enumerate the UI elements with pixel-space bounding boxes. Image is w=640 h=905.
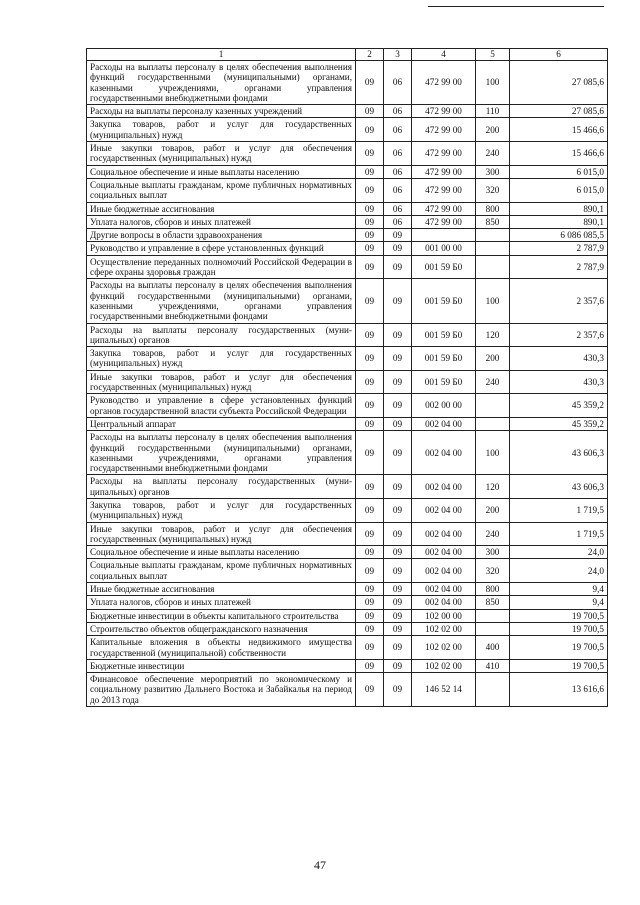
cell-name: Закупка товаров, работ и услуг для государственных (муниципальных) нужд xyxy=(87,118,356,142)
cell-vr: 120 xyxy=(476,323,510,347)
cell-sum: 6 086 085,5 xyxy=(510,229,608,242)
cell-rz: 09 xyxy=(356,142,384,166)
cell-vr xyxy=(476,622,510,635)
cell-sum: 45 359,2 xyxy=(510,417,608,430)
cell-sum: 43 606,3 xyxy=(510,475,608,499)
cell-vr xyxy=(476,229,510,242)
table-row xyxy=(87,229,608,242)
cell-name: Руководство и управление в сфере установленных функций органов государственной власти субъекта Российской Федерации xyxy=(87,394,356,418)
cell-prz: 06 xyxy=(384,61,412,105)
cell-csr: 001 59 Б0 xyxy=(412,323,476,347)
table-row xyxy=(87,583,608,596)
cell-sum: 6 015,0 xyxy=(510,165,608,178)
cell-sum: 27 085,6 xyxy=(510,105,608,118)
cell-rz: 09 xyxy=(356,255,384,279)
cell-vr: 800 xyxy=(476,202,510,215)
cell-rz: 09 xyxy=(356,583,384,596)
table-row xyxy=(87,370,608,394)
cell-rz: 09 xyxy=(356,178,384,202)
table-row xyxy=(87,559,608,583)
cell-vr: 410 xyxy=(476,659,510,672)
cell-vr: 300 xyxy=(476,546,510,559)
cell-csr: 102 02 00 xyxy=(412,636,476,660)
cell-vr: 200 xyxy=(476,118,510,142)
table-row xyxy=(87,475,608,499)
cell-name: Строительство объектов общегражданского назначения xyxy=(87,622,356,635)
cell-sum: 2 357,6 xyxy=(510,279,608,323)
cell-sum: 9,4 xyxy=(510,596,608,609)
cell-sum: 6 015,0 xyxy=(510,178,608,202)
cell-csr: 002 04 00 xyxy=(412,522,476,546)
cell-vr: 240 xyxy=(476,522,510,546)
cell-name: Расходы на выплаты персоналу в целях обеспечения выполнения функций государственными (муниципальными) органами, казенными учреждениями, органами управления государственными внебюджетными фондами xyxy=(87,431,356,475)
cell-prz: 09 xyxy=(384,522,412,546)
table-row xyxy=(87,622,608,635)
cell-name: Иные закупки товаров, работ и услуг для обеспечения государственных (муниципальных) нужд xyxy=(87,522,356,546)
cell-vr: 320 xyxy=(476,178,510,202)
cell-rz: 09 xyxy=(356,673,384,707)
header-col-3: 3 xyxy=(384,49,412,61)
budget-table xyxy=(86,48,608,707)
cell-prz: 09 xyxy=(384,673,412,707)
cell-name: Бюджетные инвестиции в объекты капитального строительства xyxy=(87,609,356,622)
top-rule xyxy=(428,6,604,7)
cell-prz: 09 xyxy=(384,229,412,242)
table-row xyxy=(87,659,608,672)
cell-name: Иные бюджетные ассигнования xyxy=(87,202,356,215)
cell-name: Уплата налогов, сборов и иных платежей xyxy=(87,596,356,609)
cell-prz: 06 xyxy=(384,142,412,166)
cell-prz: 09 xyxy=(384,347,412,371)
cell-csr: 002 04 00 xyxy=(412,559,476,583)
cell-sum: 1 719,5 xyxy=(510,498,608,522)
cell-csr xyxy=(412,229,476,242)
cell-vr xyxy=(476,242,510,255)
cell-name: Закупка товаров, работ и услуг для государственных (муниципальных) нужд xyxy=(87,347,356,371)
cell-rz: 09 xyxy=(356,61,384,105)
cell-vr: 100 xyxy=(476,431,510,475)
cell-vr xyxy=(476,255,510,279)
cell-rz: 09 xyxy=(356,417,384,430)
cell-csr: 472 99 00 xyxy=(412,118,476,142)
cell-vr: 400 xyxy=(476,636,510,660)
cell-sum: 2 787,9 xyxy=(510,242,608,255)
cell-prz: 09 xyxy=(384,583,412,596)
cell-sum: 2 787,9 xyxy=(510,255,608,279)
table-row xyxy=(87,178,608,202)
cell-rz: 09 xyxy=(356,347,384,371)
cell-prz: 06 xyxy=(384,105,412,118)
page-number: 47 xyxy=(314,858,326,872)
table-row xyxy=(87,347,608,371)
table-row xyxy=(87,242,608,255)
cell-csr: 002 04 00 xyxy=(412,596,476,609)
table-row xyxy=(87,279,608,323)
table-row xyxy=(87,673,608,707)
table-row xyxy=(87,596,608,609)
table-row xyxy=(87,498,608,522)
header-col-4: 4 xyxy=(412,49,476,61)
table-row xyxy=(87,609,608,622)
cell-sum: 9,4 xyxy=(510,583,608,596)
cell-sum: 19 700,5 xyxy=(510,609,608,622)
cell-prz: 09 xyxy=(384,242,412,255)
header-col-1: 1 xyxy=(87,49,356,61)
cell-sum: 45 359,2 xyxy=(510,394,608,418)
cell-rz: 09 xyxy=(356,242,384,255)
table-row xyxy=(87,636,608,660)
cell-prz: 09 xyxy=(384,279,412,323)
cell-rz: 09 xyxy=(356,546,384,559)
header-row xyxy=(87,49,608,61)
cell-vr: 300 xyxy=(476,165,510,178)
cell-name: Осуществление переданных полномочий Российской Федерации в сфере охраны здоровья граждан xyxy=(87,255,356,279)
cell-sum: 19 700,5 xyxy=(510,659,608,672)
table-row xyxy=(87,61,608,105)
cell-name: Иные закупки товаров, работ и услуг для обеспечения государственных (муниципальных) нужд xyxy=(87,370,356,394)
cell-prz: 09 xyxy=(384,596,412,609)
cell-name: Социальное обеспечение и иные выплаты населению xyxy=(87,546,356,559)
table-row xyxy=(87,323,608,347)
cell-prz: 09 xyxy=(384,498,412,522)
table-row xyxy=(87,394,608,418)
cell-prz: 06 xyxy=(384,165,412,178)
table-row xyxy=(87,142,608,166)
cell-name: Закупка товаров, работ и услуг для государственных (муниципальных) нужд xyxy=(87,498,356,522)
cell-vr xyxy=(476,394,510,418)
cell-vr: 200 xyxy=(476,498,510,522)
table-row xyxy=(87,165,608,178)
cell-prz: 09 xyxy=(384,255,412,279)
cell-csr: 102 02 00 xyxy=(412,659,476,672)
cell-sum: 27 085,6 xyxy=(510,61,608,105)
cell-csr: 002 04 00 xyxy=(412,498,476,522)
cell-csr: 002 00 00 xyxy=(412,394,476,418)
cell-rz: 09 xyxy=(356,215,384,228)
cell-prz: 06 xyxy=(384,118,412,142)
table-row xyxy=(87,215,608,228)
cell-rz: 09 xyxy=(356,118,384,142)
cell-name: Социальные выплаты гражданам, кроме публичных нормативных социальных выплат xyxy=(87,559,356,583)
cell-vr: 850 xyxy=(476,215,510,228)
cell-vr: 800 xyxy=(476,583,510,596)
cell-csr: 472 99 00 xyxy=(412,142,476,166)
cell-rz: 09 xyxy=(356,370,384,394)
cell-sum: 430,3 xyxy=(510,370,608,394)
cell-prz: 09 xyxy=(384,475,412,499)
table-row xyxy=(87,255,608,279)
cell-name: Расходы на выплаты персоналу государственных (муниципальных) органов xyxy=(87,475,356,499)
cell-rz: 09 xyxy=(356,165,384,178)
cell-csr: 002 04 00 xyxy=(412,583,476,596)
cell-sum: 43 606,3 xyxy=(510,431,608,475)
cell-csr: 472 99 00 xyxy=(412,202,476,215)
cell-csr: 472 99 00 xyxy=(412,165,476,178)
cell-csr: 001 59 Б0 xyxy=(412,370,476,394)
table-row xyxy=(87,546,608,559)
cell-sum: 1 719,5 xyxy=(510,522,608,546)
cell-rz: 09 xyxy=(356,659,384,672)
cell-csr: 472 99 00 xyxy=(412,178,476,202)
cell-vr: 240 xyxy=(476,370,510,394)
cell-csr: 002 04 00 xyxy=(412,431,476,475)
cell-vr xyxy=(476,673,510,707)
cell-prz: 09 xyxy=(384,417,412,430)
cell-name: Другие вопросы в области здравоохранения xyxy=(87,229,356,242)
cell-vr: 110 xyxy=(476,105,510,118)
cell-sum: 24,0 xyxy=(510,559,608,583)
cell-vr: 320 xyxy=(476,559,510,583)
cell-name: Социальные выплаты гражданам, кроме публичных нормативных социальных выплат xyxy=(87,178,356,202)
cell-prz: 09 xyxy=(384,394,412,418)
cell-prz: 09 xyxy=(384,323,412,347)
cell-name: Расходы на выплаты персоналу в целях обеспечения выполнения функций государственными (муниципальными) органами, казенными учреждениями, органами управления государственными внебюджетными фондами xyxy=(87,61,356,105)
cell-name: Социальное обеспечение и иные выплаты населению xyxy=(87,165,356,178)
header-col-5: 5 xyxy=(476,49,510,61)
cell-csr: 002 04 00 xyxy=(412,475,476,499)
cell-sum: 430,3 xyxy=(510,347,608,371)
cell-rz: 09 xyxy=(356,609,384,622)
cell-vr: 850 xyxy=(476,596,510,609)
cell-vr: 100 xyxy=(476,61,510,105)
cell-prz: 09 xyxy=(384,659,412,672)
cell-name: Бюджетные инвестиции xyxy=(87,659,356,672)
table-row xyxy=(87,202,608,215)
table-row xyxy=(87,417,608,430)
cell-name: Расходы на выплаты персоналу в целях обеспечения выполнения функций государственными (муниципальными) органами, казенными учреждениями, органами управления государственными внебюджетными фондами xyxy=(87,279,356,323)
cell-prz: 09 xyxy=(384,370,412,394)
cell-name: Уплата налогов, сборов и иных платежей xyxy=(87,215,356,228)
cell-sum: 24,0 xyxy=(510,546,608,559)
cell-sum: 15 466,6 xyxy=(510,142,608,166)
cell-prz: 09 xyxy=(384,431,412,475)
cell-rz: 09 xyxy=(356,498,384,522)
cell-name: Центральный аппарат xyxy=(87,417,356,430)
cell-vr: 200 xyxy=(476,347,510,371)
cell-rz: 09 xyxy=(356,279,384,323)
cell-csr: 001 59 Б0 xyxy=(412,347,476,371)
cell-csr: 472 99 00 xyxy=(412,215,476,228)
cell-sum: 19 700,5 xyxy=(510,622,608,635)
cell-rz: 09 xyxy=(356,636,384,660)
cell-csr: 002 04 00 xyxy=(412,417,476,430)
cell-rz: 09 xyxy=(356,475,384,499)
cell-rz: 09 xyxy=(356,202,384,215)
table-row xyxy=(87,118,608,142)
cell-sum: 890,1 xyxy=(510,215,608,228)
cell-csr: 001 59 Б0 xyxy=(412,255,476,279)
cell-rz: 09 xyxy=(356,622,384,635)
cell-name: Иные закупки товаров, работ и услуг для обеспечения государственных (муниципальных) нужд xyxy=(87,142,356,166)
cell-rz: 09 xyxy=(356,559,384,583)
cell-rz: 09 xyxy=(356,323,384,347)
cell-prz: 06 xyxy=(384,178,412,202)
cell-name: Руководство и управление в сфере установленных функций xyxy=(87,242,356,255)
cell-rz: 09 xyxy=(356,596,384,609)
cell-rz: 09 xyxy=(356,522,384,546)
cell-vr: 100 xyxy=(476,279,510,323)
cell-prz: 09 xyxy=(384,622,412,635)
cell-sum: 19 700,5 xyxy=(510,636,608,660)
cell-csr: 102 02 00 xyxy=(412,622,476,635)
cell-name: Финансовое обеспечение мероприятий по экономическому и социальному развитию Дальнего Востока и Забайкалья на период до 2013 года xyxy=(87,673,356,707)
cell-csr: 472 99 00 xyxy=(412,105,476,118)
cell-sum: 15 466,6 xyxy=(510,118,608,142)
cell-rz: 09 xyxy=(356,105,384,118)
cell-prz: 09 xyxy=(384,546,412,559)
cell-prz: 09 xyxy=(384,636,412,660)
cell-rz: 09 xyxy=(356,431,384,475)
cell-sum: 890,1 xyxy=(510,202,608,215)
cell-prz: 06 xyxy=(384,202,412,215)
cell-vr xyxy=(476,417,510,430)
header-col-6: 6 xyxy=(510,49,608,61)
cell-vr: 240 xyxy=(476,142,510,166)
cell-csr: 102 00 00 xyxy=(412,609,476,622)
cell-csr: 001 00 00 xyxy=(412,242,476,255)
cell-vr xyxy=(476,609,510,622)
cell-csr: 146 52 14 xyxy=(412,673,476,707)
cell-prz: 09 xyxy=(384,609,412,622)
cell-rz: 09 xyxy=(356,229,384,242)
cell-sum: 2 357,6 xyxy=(510,323,608,347)
cell-prz: 06 xyxy=(384,215,412,228)
cell-name: Иные бюджетные ассигнования xyxy=(87,583,356,596)
cell-csr: 002 04 00 xyxy=(412,546,476,559)
table-row xyxy=(87,105,608,118)
cell-csr: 001 59 Б0 xyxy=(412,279,476,323)
cell-rz: 09 xyxy=(356,394,384,418)
cell-sum: 13 616,6 xyxy=(510,673,608,707)
cell-name: Капитальные вложения в объекты недвижимого имущества государственной (муниципальной) собственности xyxy=(87,636,356,660)
header-col-2: 2 xyxy=(356,49,384,61)
cell-vr: 120 xyxy=(476,475,510,499)
cell-name: Расходы на выплаты персоналу казенных учреждений xyxy=(87,105,356,118)
cell-csr: 472 99 00 xyxy=(412,61,476,105)
cell-name: Расходы на выплаты персоналу государственных (муниципальных) органов xyxy=(87,323,356,347)
table-row xyxy=(87,431,608,475)
cell-prz: 09 xyxy=(384,559,412,583)
table-row xyxy=(87,522,608,546)
